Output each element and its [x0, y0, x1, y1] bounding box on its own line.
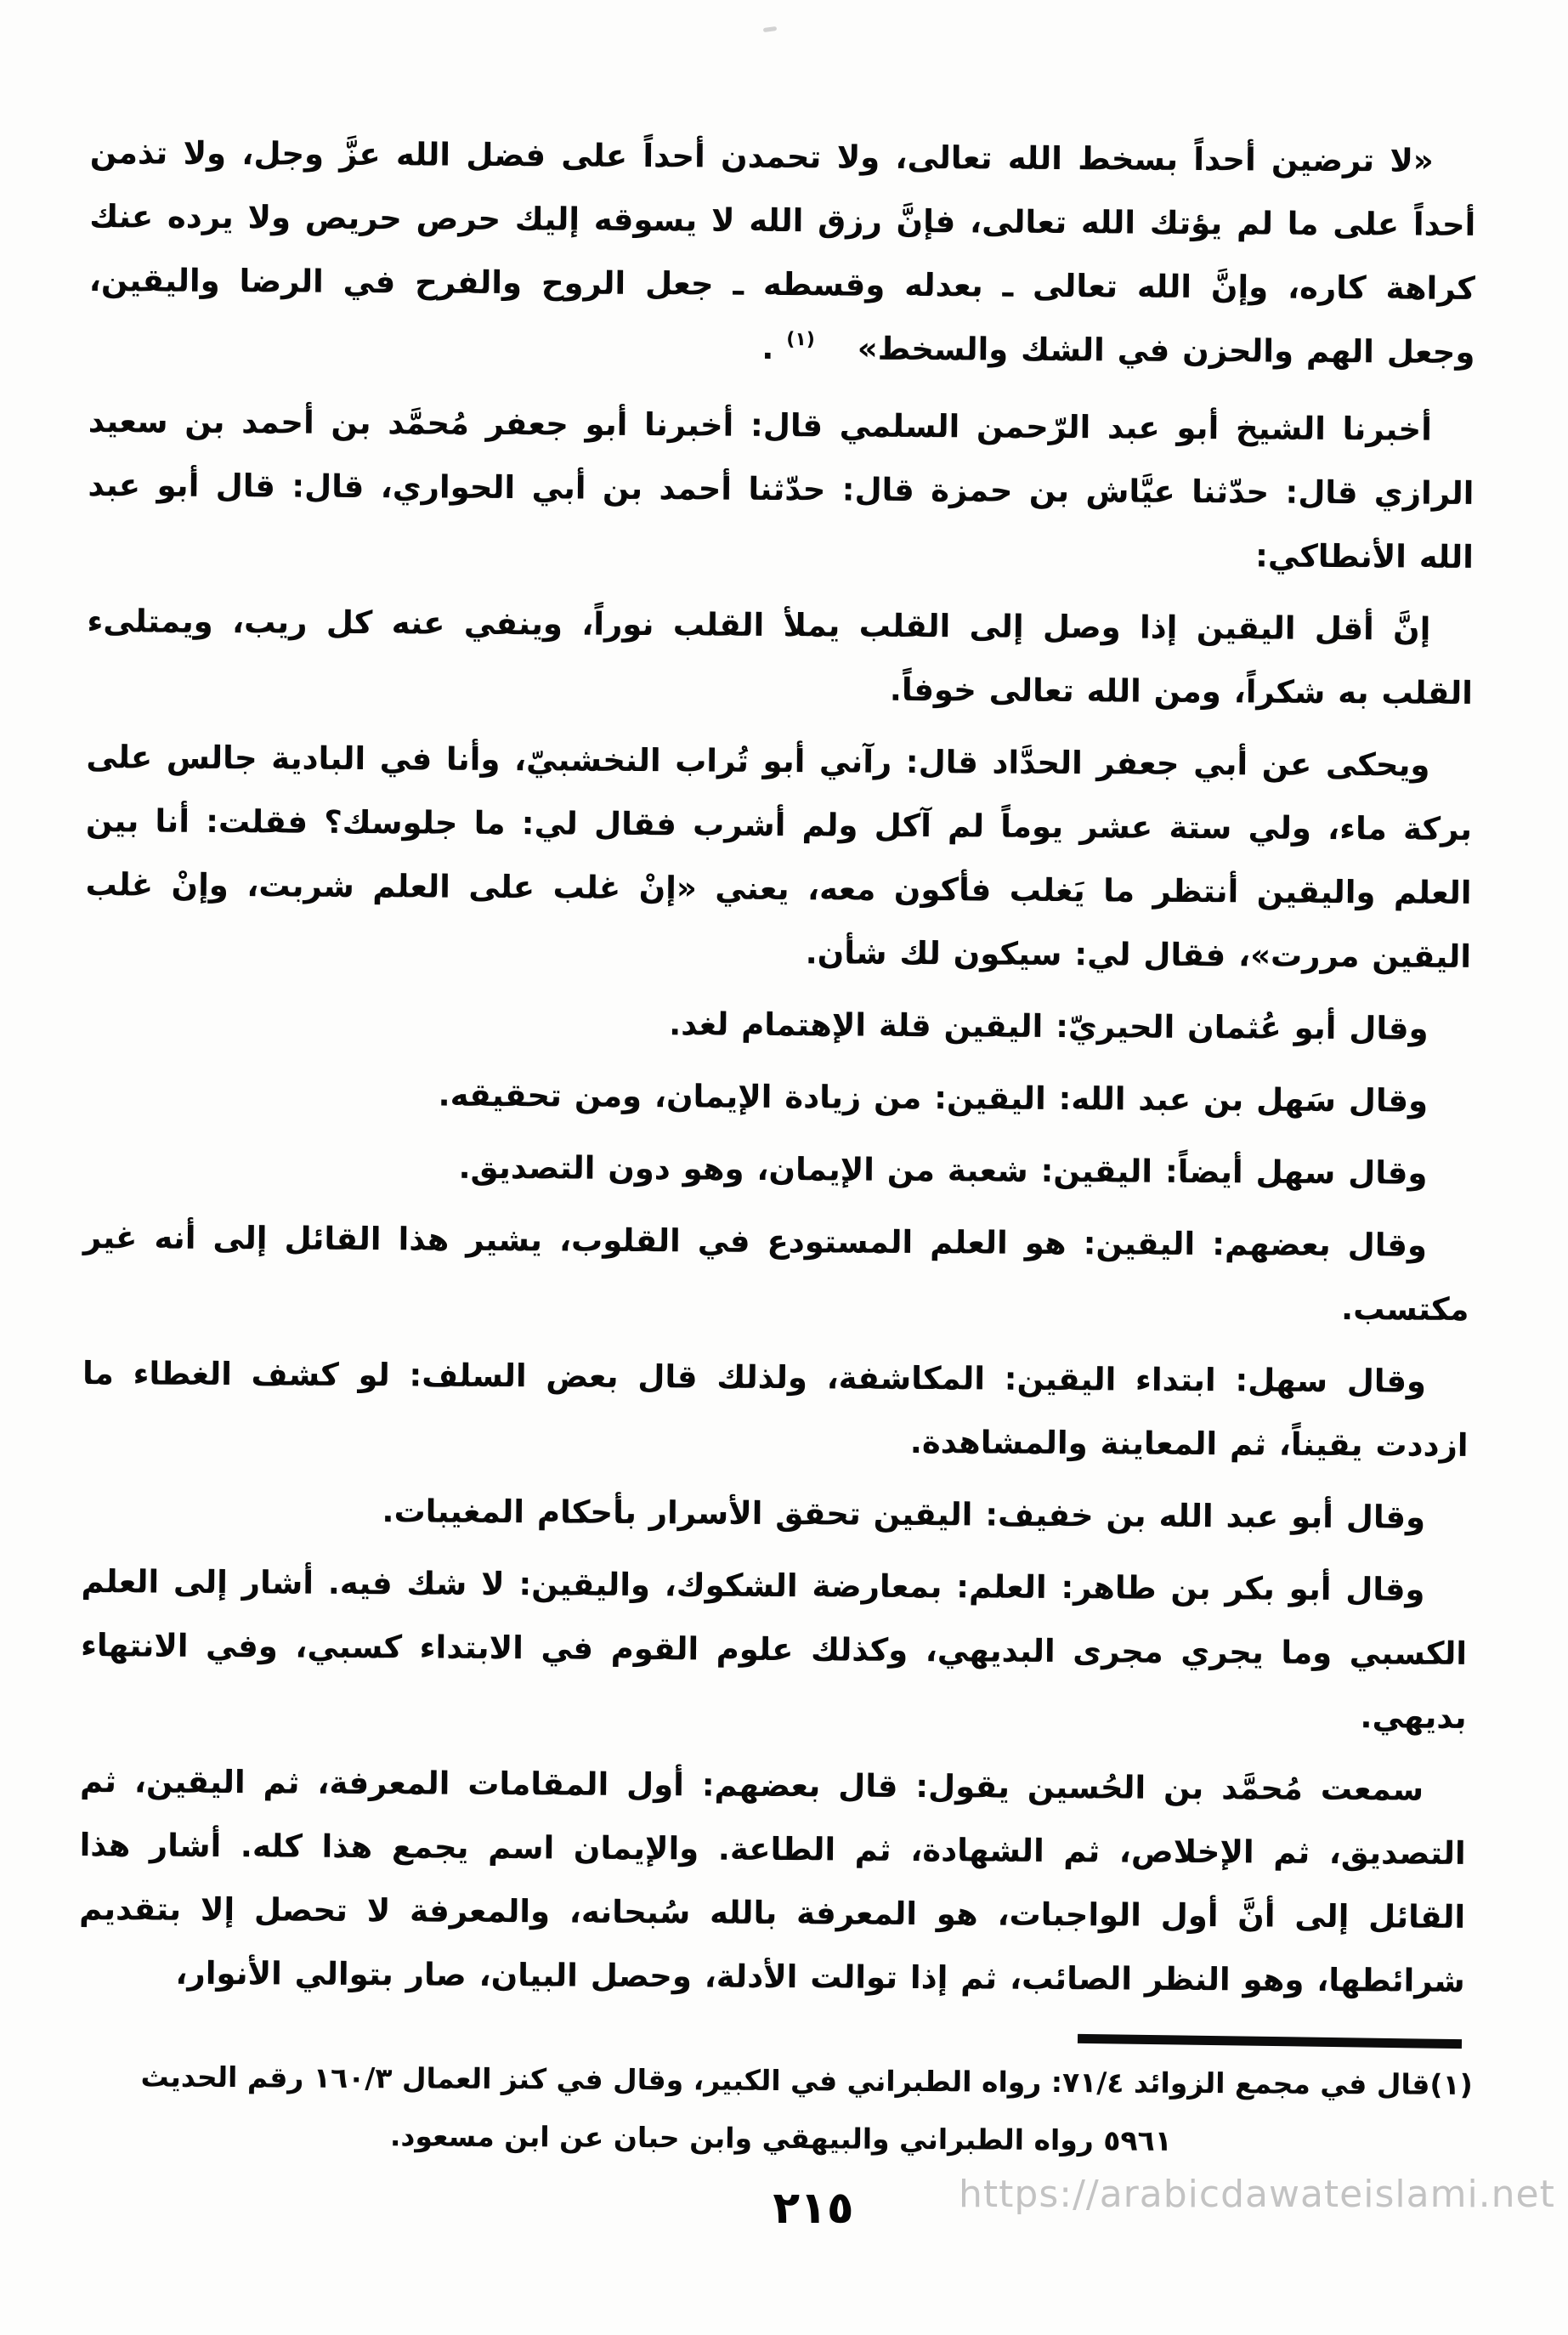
- scan-artifact: [763, 26, 778, 32]
- paragraph-text: إنَّ أقل اليقين إذا وصل إلى القلب يملأ القلب نوراً، وينفي عنه كل ريب، ويمتلىء القلب به شكراً، ومن الله تعالى خوفاً.: [87, 603, 1474, 711]
- paragraph-text: أخبرنا الشيخ أبو عبد الرّحمن السلمي قال: أخبرنا أبو جعفر مُحمَّد بن أحمد بن سعيد الرازي قال: حدّثنا عيَّاش بن حمزة قال: حدّثنا أحمد بن أبي الحواري، قال: قال أبو عبد الله الأنطاكي:: [88, 403, 1475, 575]
- paragraph-text: «لا ترضين أحداً بسخط الله تعالى، ولا تحمدن أحداً على فضل الله عزَّ وجل، ولا تذمن أحداً على ما لم يؤتك الله تعالى، فإنَّ رزق الله لا يسوقه إليك حرص حريص ولا يرده عنك كراهة كاره، وإنَّ الله تعالى ـ بعدله وقسطه ـ جعل الروح والفرح في الرضا واليقين، وجعل الهم والحزن في الشك والسخط»: [88, 134, 1476, 371]
- paragraph-text: سمعت مُحمَّد بن الحُسين يقول: قال بعضهم: أول المقامات المعرفة، ثم اليقين، ثم التصديق، ثم الإخلاص، ثم الشهادة، ثم الطاعة. والإيمان اسم يجمع هذا كله. أشار هذا القائل إلى أنَّ أول الواجبات، هو المعرفة بالله سُبحانه، والمعرفة لا تحصل إلا بتقديم شرائطها، وهو النظر الصائب، ثم إذا توالت الأدلة، وحصل البيان، صار بتوالي الأنوار،: [79, 1763, 1466, 1999]
- watermark-url: https://arabicdawateislami.net: [959, 2173, 1555, 2216]
- paragraph: [82, 1341, 1469, 1477]
- footnote: [89, 2050, 1473, 2169]
- paragraph-text: وقال سهل أيضاً: اليقين: شعبة من الإيمان، وهو دون التصديق.: [458, 1148, 1428, 1192]
- paragraph: [85, 725, 1473, 989]
- page-number: ٢١٥: [773, 2183, 854, 2234]
- paragraph: [87, 589, 1474, 725]
- paragraph: [78, 1749, 1466, 2013]
- paragraph: [84, 989, 1470, 1061]
- paragraph-text: وقال سهل: ابتداء اليقين: المكاشفة، ولذلك قال بعض السلف: لو كشف الغطاء ما ازددت يقيناً، ثم المعاينة والمشاهدة.: [82, 1355, 1469, 1464]
- paragraph: [84, 1061, 1470, 1133]
- footnote-line-1: (١)قال في مجمع الزوائد ٧١/٤: رواه الطبراني في الكبير، وقال في كنز العمال ١٦٠/٣ رقم الحديث: [140, 2060, 1473, 2101]
- paragraph: [88, 389, 1475, 589]
- paragraph-text: وقال بعضهم: اليقين: هو العلم المستودع في القلوب، يشير هذا القائل إلى أنه غير مكتسب.: [82, 1219, 1469, 1328]
- paragraph-text: ويحكى عن أبي جعفر الحدَّاد قال: رآني أبو تُراب النخشبيّ، وأنا في البادية جالس على بركة ماء، ولي ستة عشر يوماً لم آكل ولم أشرب فقال لي: ما جلوسك؟ فقلت: أنا بين العلم واليقين أنتظر ما يَغلب فأكون معه، يعني «إنْ غلب على العلم شربت، وإنْ غلب اليقين مررت»، فقال لي: سيكون لك شأن.: [85, 739, 1473, 975]
- paragraph-text: وقال أبو عُثمان الحيريّ: اليقين قلة الإهتمام لغد.: [669, 1006, 1429, 1047]
- paragraph-text: وقال أبو بكر بن طاهر: العلم: بمعارضة الشكوك، واليقين: لا شك فيه. أشار إلى العلم الكسبي وما يجري مجرى البديهي، وكذلك علوم القوم في الابتداء كسبي، وفي الانتهاء بديهي.: [80, 1563, 1468, 1736]
- paragraph: [82, 1477, 1468, 1550]
- footnote-line-2: ٥٩٦١ رواه الطبراني والبيهقي وابن حبان عن ابن مسعود.: [389, 2119, 1173, 2157]
- paragraph: [82, 1205, 1469, 1341]
- paragraph-text: وقال سَهل بن عبد الله: اليقين: من زيادة الإيمان، ومن تحقيقه.: [438, 1076, 1429, 1119]
- paragraph-text: وقال أبو عبد الله بن خفيف: اليقين تحقق الأسرار بأحكام المغيبات.: [382, 1493, 1426, 1536]
- paragraph: [80, 1550, 1467, 1749]
- paragraph: [88, 121, 1476, 389]
- paragraph-text: .: [761, 329, 787, 367]
- text-block: [78, 121, 1476, 2021]
- footnote-separator: [1078, 2034, 1462, 2049]
- footnote-reference-marker: (١): [786, 329, 815, 351]
- paragraph: [83, 1133, 1469, 1205]
